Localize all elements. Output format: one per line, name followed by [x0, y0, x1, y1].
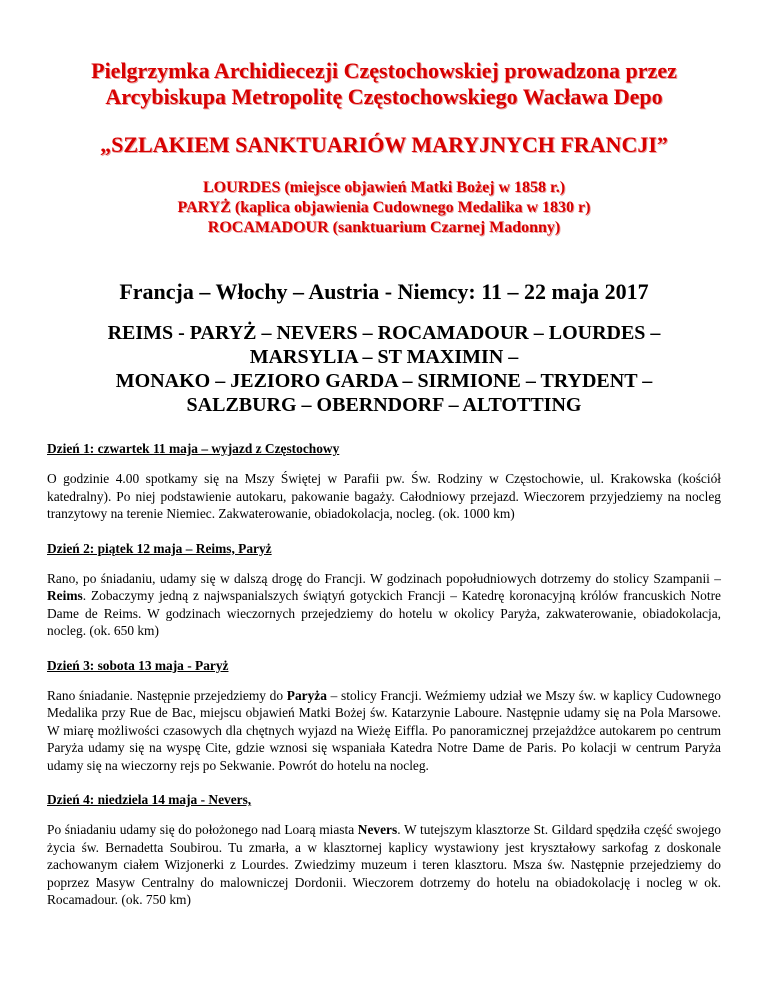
- day-1-heading: Dzień 1: czwartek 11 maja – wyjazd z Częstochowy: [47, 441, 340, 456]
- day-4-text: [47, 821, 721, 909]
- day-3-text-b: – stolicy Francji. Weźmiemy udział we Mszy św. w kaplicy Cudownego Medalika przy Rue de Bac, miejscu objawień Matki Bożej św. Katarzynie Laboure. Następnie udamy się na Pola Marsowe. W miarę możliwości czasowych dla chętnych wyjazd na Wieżę Eiffla. Po panoramicznej przejażdżce autokarem po centrum Paryża udamy się na wyspę Cite, gdzie wznosi się wspaniała Katedra Notre Dame de Paris. Po kolacji w centrum Paryża udamy się na wieczorny rejs po Sekwanie. Powrót do hotelu na nocleg.: [47, 687, 721, 773]
- day-2-bold-place: Reims: [47, 588, 83, 603]
- day-2-heading: Dzień 2: piątek 12 maja – Reims, Paryż: [47, 540, 272, 556]
- trip-dates: Francja – Włochy – Austria - Niemcy: 11 – 22 maja 2017: [119, 279, 649, 304]
- day-3-text: [47, 687, 721, 775]
- day-4-text-b: . W tutejszym klasztorze St. Gildard spędziła część swojego życia św. Bernadetta Soubirou. Tu zmarła, a w klasztornej kaplicy wystawiony jest kryształowy sarkofag z doskonale zachowanym ciałem Wizjonerki z Lourdes. Zwiedzimy muzeum i teren klasztoru. Msza św. Następnie przejedziemy do poprzez Masyw Centralny do malowniczej Dordonii. Wieczorem dotrzemy do hotelu na obiadokolację i nocleg w ok. Rocamadour. (ok. 750 km): [47, 822, 721, 907]
- route: [47, 321, 721, 417]
- place-lourdes: LOURDES (miejsce objawień Matki Bożej w 1858 r.): [202, 179, 566, 196]
- place-rocamadour: ROCAMADOUR (sanktuarium Czarnej Madonny): [207, 219, 561, 236]
- route-line-3: MONAKO – JEZIORO GARDA – SIRMIONE – TRYDENT –: [115, 370, 653, 392]
- title-line-1: Pielgrzymka Archidiecezji Częstochowskiej prowadzona przez: [91, 58, 677, 83]
- slogan: „SZLAKIEM SANKTUARIÓW MARYJNYCH FRANCJI”: [100, 132, 668, 157]
- day-3-text-a: Rano śniadanie. Następnie przejedziemy do: [47, 687, 287, 703]
- places-list: [47, 178, 721, 238]
- title-line-2: Arcybiskupa Metropolitę Częstochowskiego Wacława Depo: [105, 84, 663, 109]
- day-4-heading: Dzień 4: niedziela 14 maja - Nevers,: [47, 792, 252, 807]
- day-2-text-a: Rano, po śniadaniu, udamy się w dalszą drogę do Francji. W godzinach popołudniowych dotrzemy do stolicy Szampanii –: [47, 570, 721, 586]
- place-paris: PARYŻ (kaplica objawienia Cudownego Medalika w 1830 r): [177, 199, 591, 216]
- route-line-2: MARSYLIA – ST MAXIMIN –: [249, 346, 519, 368]
- day-3-bold-place: Paryża: [286, 687, 327, 703]
- day-3-heading: Dzień 3: sobota 13 maja - Paryż: [47, 657, 229, 673]
- day-4-bold-place: Nevers: [357, 822, 398, 837]
- pilgrimage-title: [47, 58, 721, 110]
- day-2-text-b: . Zobaczymy jedną z najwspanialszych świątyń gotyckich Francji – Katedrę koronacyjną królów francuskich Notre Dame de Reims. W godzinach wieczornych przejedziemy do hotelu w okolicy Paryża, zakwaterowanie, obiadokolacja, nocleg. (ok. 650 km): [47, 588, 721, 638]
- day-4-text-a: Po śniadaniu udamy się do położonego nad Loarą miasta: [47, 822, 358, 837]
- route-line-1: REIMS - PARYŻ – NEVERS – ROCAMADOUR – LOURDES –: [107, 322, 661, 344]
- day-1-text: O godzinie 4.00 spotkamy się na Mszy Świętej w Parafii pw. Św. Rodziny w Częstochowie, ul. Krakowska (kościół katedralny). Po niej podstawienie autokaru, pakowanie bagaży. Całodniowy przejazd. Wieczorem przyjedziemy na nocleg tranzytowy na terenie Niemiec. Zakwaterowanie, obiadokolacja, nocleg. (ok. 1000 km): [47, 471, 721, 521]
- route-line-4: SALZBURG – OBERNDORF – ALTOTTING: [186, 394, 582, 416]
- day-2-text: [47, 570, 721, 640]
